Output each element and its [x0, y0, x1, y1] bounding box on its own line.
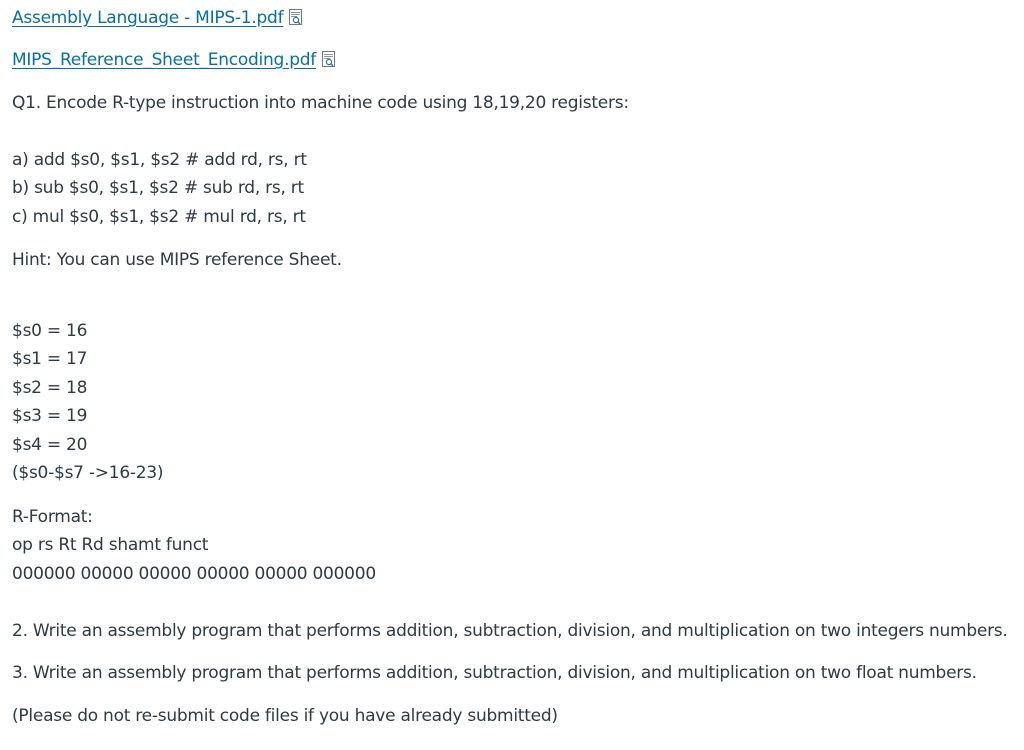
q1-item-a: a) add $s0, $s1, $s2 # add rd, rs, rt — [12, 150, 307, 170]
register-range-note: ($s0-$s7 ->16-23) — [12, 463, 164, 483]
q1-item-c: c) mul $s0, $s1, $s2 # mul rd, rs, rt — [12, 207, 306, 227]
q1-prompt: Q1. Encode R-type instruction into machine code using 18,19,20 registers: — [12, 93, 629, 113]
mips-reference-sheet-pdf-link[interactable]: MIPS_Reference_Sheet_Encoding.pdf — [12, 50, 317, 70]
rformat-title: R-Format: — [12, 507, 93, 527]
register-s0: $s0 = 16 — [12, 321, 88, 341]
q1-item-b: b) sub $s0, $s1, $s2 # sub rd, rs, rt — [12, 178, 304, 198]
register-s3: $s3 = 19 — [12, 406, 88, 426]
q2-prompt: 2. Write an assembly program that performs addition, subtraction, division, and multiplication on two integers numbers. — [12, 621, 1008, 641]
register-s2: $s2 = 18 — [12, 378, 88, 398]
rformat-bits: 000000 00000 00000 00000 00000 000000 — [12, 564, 376, 584]
q1-hint: Hint: You can use MIPS reference Sheet. — [12, 250, 342, 270]
file-row-assembly — [12, 7, 302, 29]
resubmit-note: (Please do not re-submit code files if you have already submitted) — [12, 706, 558, 726]
document-preview-icon[interactable] — [322, 51, 335, 67]
register-s4: $s4 = 20 — [12, 435, 88, 455]
file-row-reference — [12, 49, 335, 71]
assembly-language-pdf-link[interactable]: Assembly Language - MIPS-1.pdf — [12, 8, 284, 28]
document-preview-icon[interactable] — [289, 9, 302, 25]
q3-prompt: 3. Write an assembly program that performs addition, subtraction, division, and multiplication on two float numbers. — [12, 663, 977, 683]
register-s1: $s1 = 17 — [12, 349, 88, 369]
rformat-fields: op rs Rt Rd shamt funct — [12, 535, 209, 555]
